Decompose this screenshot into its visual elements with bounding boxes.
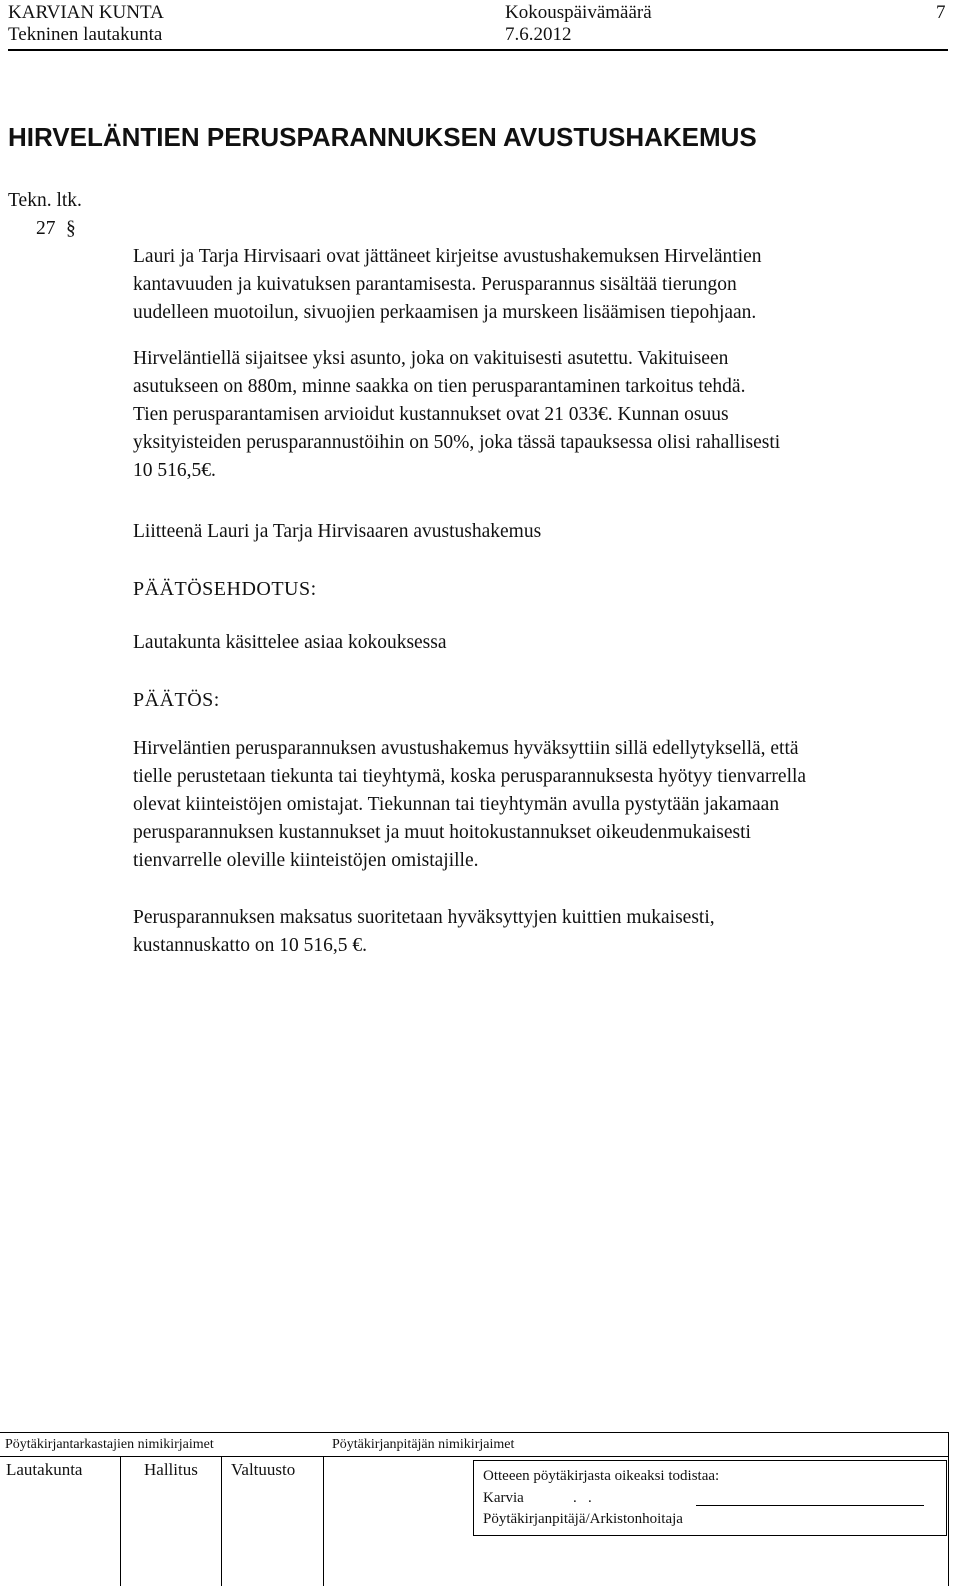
section-number: 27 [36,218,56,239]
paragraph-line: Hirveläntiellä sijaitsee yksi asunto, joka on vakituisesti asutettu. Vakituiseen [133,348,729,369]
footer-col-divider [221,1456,222,1586]
meeting-date-label: Kokouspäivämäärä [505,2,652,23]
paragraph-costs [133,345,933,485]
committee-name: Tekninen lautakunta [8,24,163,45]
paragraph-line: perusparannuksen kustannukset ja muut hoitokustannukset oikeudenmukaisesti [133,822,751,843]
paragraph-line: 10 516,5€. [133,460,216,481]
paragraph-line: asutukseen on 880m, minne saakka on tien perusparantaminen tarkoitus tehdä. [133,376,746,397]
footer-col-divider [323,1456,324,1586]
certification-place: Karvia [483,1490,524,1506]
certification-date: . . [573,1490,592,1506]
proposal-heading-text: PÄÄTÖSEHDOTUS: [133,578,317,600]
paragraph-line: Hirveläntien perusparannuksen avustushakemus hyväksyttiin sillä edellytyksellä, että [133,738,799,759]
paragraph-line: Perusparannuksen maksatus suoritetaan hyväksyttyjen kuittien mukaisesti, [133,907,715,928]
secretary-signature-label: Pöytäkirjanpitäjän nimikirjaimet [332,1437,515,1452]
paragraph-line: Lauri ja Tarja Hirvisaari ovat jättäneet kirjeitse avustushakemuksen Hirveläntien [133,246,762,267]
decision-paragraph [133,735,933,875]
certification-text: Otteeen pöytäkirjasta oikeaksi todistaa: [483,1468,720,1484]
paragraph-line: tienvarrelle oleville kiinteistöjen omistajille. [133,850,479,871]
payment-paragraph [133,904,933,960]
document-title: HIRVELÄNTIEN PERUSPARANNUKSEN AVUSTUSHAKEMUS [8,122,757,152]
proposal-line: Lautakunta käsittelee asiaa kokouksessa [133,632,447,653]
attachment-text: Liitteenä Lauri ja Tarja Hirvisaaren avustushakemus [133,521,542,542]
footer-second-rule [0,1456,948,1457]
footer-valtuusto: Valtuusto [231,1460,296,1479]
paragraph-application [133,243,933,327]
page-number: 7 [936,2,946,23]
municipality-name: KARVIAN KUNTA [8,2,164,23]
footer-col-divider [120,1456,121,1586]
proposal-text [133,629,933,657]
decision-heading-text: PÄÄTÖS: [133,689,220,711]
section-symbol: § [66,218,76,239]
decision-heading [133,686,933,714]
signature-line [696,1505,924,1506]
attachment-note [133,518,933,546]
signer-title: Pöytäkirjanpitäjä/Arkistonhoitaja [483,1511,683,1527]
header-divider [8,49,948,51]
meeting-date: 7.6.2012 [505,24,572,45]
footer-lautakunta: Lautakunta [6,1460,83,1479]
footer-hallitus: Hallitus [144,1460,198,1479]
paragraph-line: uudelleen muotoilun, sivuojien perkaamisen ja murskeen lisäämisen tiepohjaan. [133,302,757,323]
paragraph-line: kantavuuden ja kuivatuksen parantamisesta. Perusparannus sisältää tierungon [133,274,737,295]
paragraph-line: yksityisteiden perusparannustöihin on 50%, joka tässä tapauksessa olisi rahallisesti [133,432,781,453]
paragraph-line: Tien perusparantamisen arvioidut kustannukset ovat 21 033€. Kunnan osuus [133,404,729,425]
paragraph-line: tielle perustetaan tiekunta tai tieyhtymä, koska perusparannuksesta hyötyy tienvarrella [133,766,807,787]
paragraph-line: olevat kiinteistöjen omistajat. Tiekunnan tai tieyhtymän avulla pystytään jakamaan [133,794,780,815]
inspectors-signatures-label: Pöytäkirjantarkastajien nimikirjaimet [5,1437,214,1452]
paragraph-line: kustannuskatto on 10 516,5 €. [133,935,367,956]
footer-top-rule [0,1432,948,1433]
footer-right-edge [948,1432,949,1586]
proposal-heading [133,575,933,603]
body-reference: Tekn. ltk. [8,190,82,211]
